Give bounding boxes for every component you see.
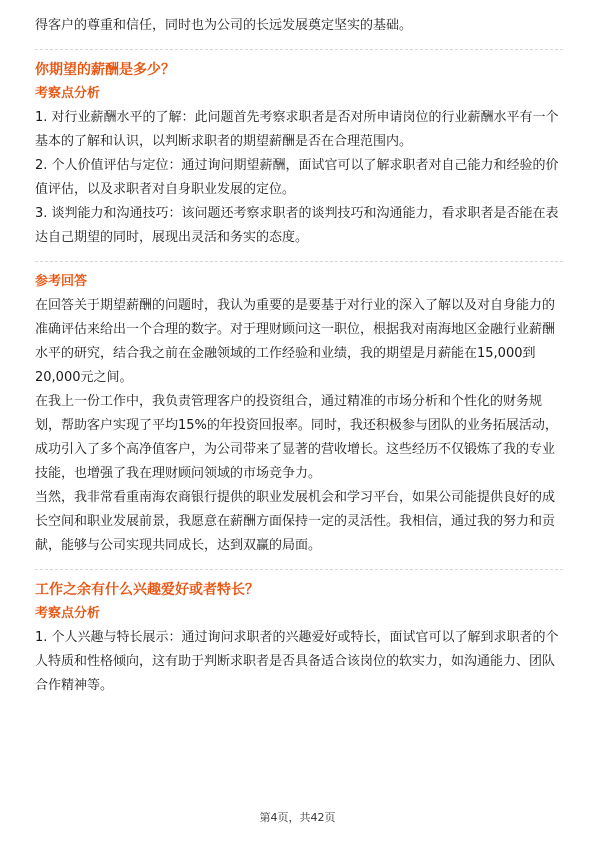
- question-title: 工作之余有什么兴趣爱好或者特长？: [35, 582, 259, 598]
- section-divider: [35, 49, 563, 50]
- answer-heading: 参考回答: [35, 274, 88, 289]
- section-divider: [35, 569, 563, 570]
- analysis-point: 3. 谈判能力和沟通技巧：该问题还考察求职者的谈判技巧和沟通能力，看求职者是否能在表达自己期望的同时，展现出灵活和务实的态度。: [35, 206, 559, 245]
- page-number: 第4页，共42页: [259, 811, 336, 824]
- question-title: 你期望的薪酬是多少？: [35, 62, 175, 78]
- answer-paragraph: 在回答关于期望薪酬的问题时，我认为重要的是要基于对行业的深入了解以及对自身能力的准确评估来给出一个合理的数字。对于理财顾问这一职位，根据我对南海地区金融行业薪酬水平的研究，结合我之前在金融领域的工作经验和业绩，我的期望是月薪能在15,000到20,000元之间。: [35, 298, 556, 385]
- analysis-point: 1. 对行业薪酬水平的了解：此问题首先考察求职者是否对所申请岗位的行业薪酬水平有一个基本的了解和认识，以判断求职者的期望薪酬是否在合理范围内。: [35, 110, 559, 149]
- section-expected-salary: [35, 58, 563, 558]
- analysis-point: 2. 个人价值评估与定位：通过询问期望薪酬，面试官可以了解求职者对自己能力和经验的价值评估，以及求职者对自身职业发展的定位。: [35, 158, 559, 197]
- analysis-point: 1. 个人兴趣与特长展示：通过询问求职者的兴趣爱好或特长，面试官可以了解到求职者的个人特质和性格倾向，这有助于判断求职者是否具备适合该岗位的软实力，如沟通能力、团队合作精神等。: [35, 630, 559, 693]
- subsection-divider: [35, 261, 563, 262]
- page-content: [35, 14, 563, 698]
- section-hobbies: [35, 578, 563, 698]
- intro-tail-text: 得客户的尊重和信任，同时也为公司的长远发展奠定坚实的基础。: [35, 18, 413, 33]
- answer-paragraph: 当然，我非常看重南海农商银行提供的职业发展机会和学习平台，如果公司能提供良好的成长空间和职业发展前景，我愿意在薪酬方面保持一定的灵活性。我相信，通过我的努力和贡献，能够与公司实现共同成长，达到双赢的局面。: [35, 490, 556, 553]
- answer-paragraph: 在我上一份工作中，我负责管理客户的投资组合，通过精准的市场分析和个性化的财务规划，帮助客户实现了平均15%的年投资回报率。同时，我还积极参与团队的业务拓展活动，成功引入了多个高净值客户，为公司带来了显著的营收增长。这些经历不仅锻炼了我的专业技能，也增强了我在理财顾问领域的市场竞争力。: [35, 394, 558, 481]
- analysis-heading: 考察点分析: [35, 606, 101, 621]
- analysis-heading: 考察点分析: [35, 86, 101, 101]
